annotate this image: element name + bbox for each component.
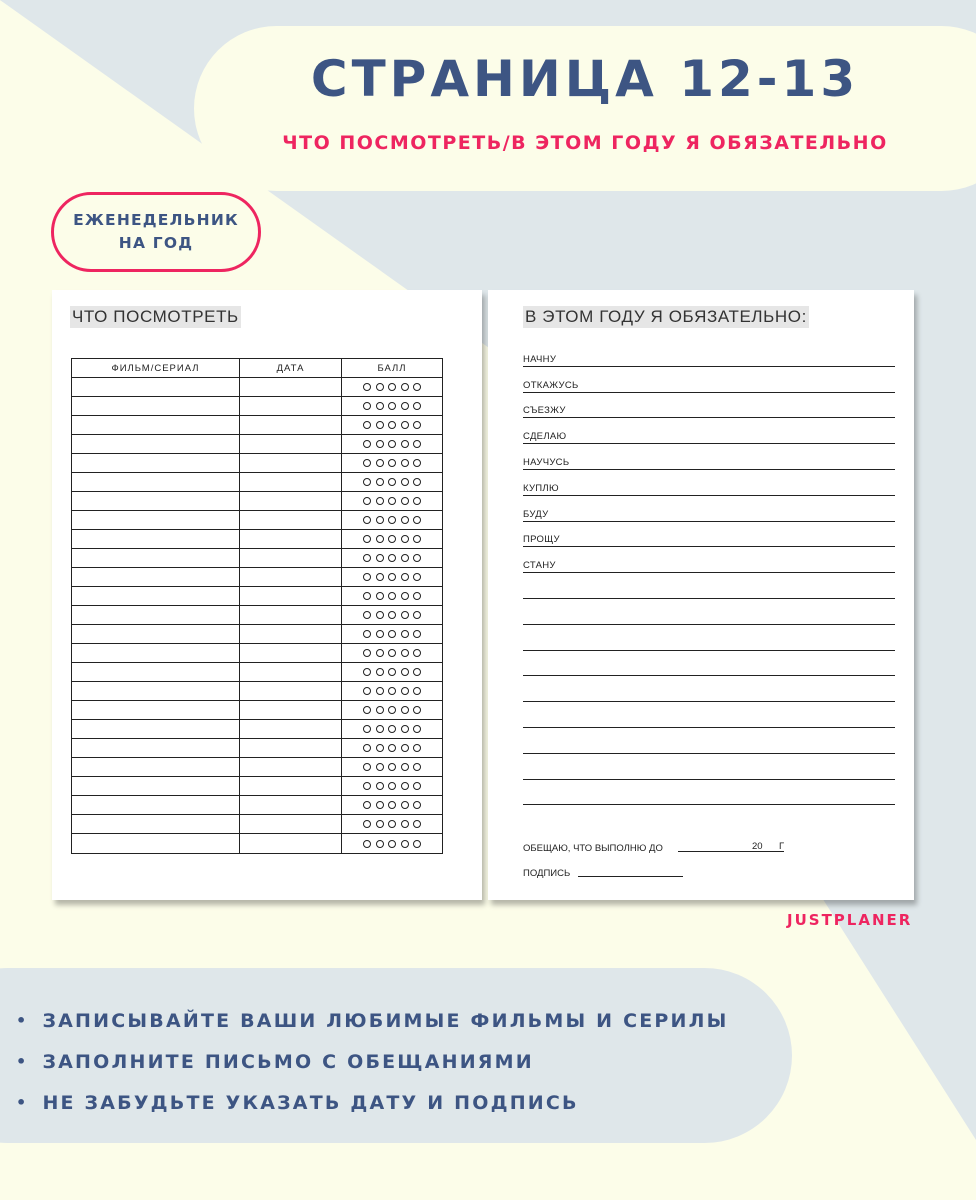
- title-cell[interactable]: [72, 378, 240, 396]
- resolution-label: ОТКАЖУСЬ: [523, 379, 579, 391]
- year-suffix: Г: [779, 841, 785, 852]
- table-row: [72, 473, 442, 492]
- table-row: [72, 701, 442, 720]
- score-cell: [342, 397, 442, 415]
- title-cell[interactable]: [72, 606, 240, 624]
- title-cell[interactable]: [72, 530, 240, 548]
- score-cell: [342, 720, 442, 738]
- title-cell[interactable]: [72, 511, 240, 529]
- instruction-text: ЗАПОЛНИТЕ ПИСЬМО С ОБЕЩАНИЯМИ: [42, 1050, 534, 1073]
- title-cell[interactable]: [72, 720, 240, 738]
- rating-circle-icon[interactable]: [376, 782, 384, 790]
- right-planner-page: [488, 290, 914, 900]
- date-cell[interactable]: [240, 815, 342, 833]
- rating-circle-icon[interactable]: [413, 440, 421, 448]
- table-row: [72, 606, 442, 625]
- rating-circle-icon[interactable]: [388, 440, 396, 448]
- score-cell: [342, 549, 442, 567]
- table-row: [72, 796, 442, 815]
- rating-circle-icon[interactable]: [376, 840, 384, 848]
- rating-circle-icon[interactable]: [363, 516, 371, 524]
- resolution-line[interactable]: [523, 418, 895, 444]
- rating-circle-icon[interactable]: [376, 440, 384, 448]
- title-cell[interactable]: [72, 568, 240, 586]
- blank-writing-line[interactable]: [523, 625, 895, 651]
- score-cell: [342, 530, 442, 548]
- score-cell: [342, 663, 442, 681]
- rating-circle-icon[interactable]: [363, 820, 371, 828]
- score-cell: [342, 682, 442, 700]
- date-cell[interactable]: [240, 435, 342, 453]
- date-cell[interactable]: [240, 701, 342, 719]
- instructions-list: [16, 1000, 729, 1123]
- signature-label: ПОДПИСЬ: [523, 868, 571, 879]
- date-cell[interactable]: [240, 549, 342, 567]
- rating-circle-icon[interactable]: [363, 421, 371, 429]
- resolution-label: ПРОЩУ: [523, 534, 560, 546]
- resolution-label: КУПЛЮ: [523, 482, 559, 494]
- planner-badge: [51, 192, 261, 272]
- rating-circle-icon[interactable]: [401, 649, 409, 657]
- rating-circle-icon[interactable]: [401, 820, 409, 828]
- title-cell[interactable]: [72, 739, 240, 757]
- rating-circle-icon[interactable]: [376, 744, 384, 752]
- rating-circle-icon[interactable]: [388, 630, 396, 638]
- table-row: [72, 397, 442, 416]
- resolution-label: СТАНУ: [523, 560, 556, 572]
- score-cell: [342, 739, 442, 757]
- rating-circle-icon[interactable]: [363, 573, 371, 581]
- rating-circle-icon[interactable]: [376, 554, 384, 562]
- rating-circle-icon[interactable]: [388, 782, 396, 790]
- rating-circle-icon[interactable]: [376, 459, 384, 467]
- rating-circle-icon[interactable]: [388, 763, 396, 771]
- rating-circle-icon[interactable]: [388, 402, 396, 410]
- resolution-line[interactable]: [523, 522, 895, 548]
- rating-circle-icon[interactable]: [376, 535, 384, 543]
- rating-circle-icon[interactable]: [413, 573, 421, 581]
- rating-circle-icon[interactable]: [363, 725, 371, 733]
- rating-circle-icon[interactable]: [401, 516, 409, 524]
- rating-circle-icon[interactable]: [413, 611, 421, 619]
- table-row: [72, 625, 442, 644]
- table-row: [72, 834, 442, 853]
- date-cell[interactable]: [240, 663, 342, 681]
- rating-circle-icon[interactable]: [363, 801, 371, 809]
- score-cell: [342, 587, 442, 605]
- rating-circle-icon[interactable]: [376, 668, 384, 676]
- table-row: [72, 644, 442, 663]
- rating-circle-icon[interactable]: [388, 421, 396, 429]
- rating-circle-icon[interactable]: [376, 630, 384, 638]
- blank-writing-line[interactable]: [523, 702, 895, 728]
- rating-circle-icon[interactable]: [388, 383, 396, 391]
- rating-circle-icon[interactable]: [363, 687, 371, 695]
- resolutions-heading: В ЭТОМ ГОДУ Я ОБЯЗАТЕЛЬНО:: [525, 307, 807, 326]
- score-cell: [342, 625, 442, 643]
- promise-date-line: [678, 851, 784, 852]
- score-cell: [342, 378, 442, 396]
- rating-circle-icon[interactable]: [363, 459, 371, 467]
- rating-circle-icon[interactable]: [401, 535, 409, 543]
- date-cell[interactable]: [240, 397, 342, 415]
- score-cell: [342, 454, 442, 472]
- rating-circle-icon[interactable]: [388, 459, 396, 467]
- rating-circle-icon[interactable]: [363, 706, 371, 714]
- rating-circle-icon[interactable]: [388, 744, 396, 752]
- score-cell: [342, 758, 442, 776]
- resolution-label: СЪЕЗЖУ: [523, 405, 566, 417]
- rating-circle-icon[interactable]: [413, 820, 421, 828]
- score-cell: [342, 435, 442, 453]
- title-cell[interactable]: [72, 549, 240, 567]
- rating-circle-icon[interactable]: [363, 782, 371, 790]
- rating-circle-icon[interactable]: [401, 840, 409, 848]
- rating-circle-icon[interactable]: [401, 725, 409, 733]
- rating-circle-icon[interactable]: [401, 459, 409, 467]
- rating-circle-icon[interactable]: [388, 801, 396, 809]
- page-title: СТРАНИЦА 12-13: [310, 50, 860, 108]
- blank-writing-line[interactable]: [523, 676, 895, 702]
- column-header-title: ФИЛЬМ/СЕРИАЛ: [72, 359, 240, 377]
- rating-circle-icon[interactable]: [401, 687, 409, 695]
- resolution-label: СДЕЛАЮ: [523, 431, 567, 443]
- table-row: [72, 758, 442, 777]
- table-row: [72, 587, 442, 606]
- title-cell[interactable]: [72, 397, 240, 415]
- title-cell[interactable]: [72, 834, 240, 853]
- table-row: [72, 720, 442, 739]
- rating-circle-icon[interactable]: [401, 402, 409, 410]
- table-row: [72, 739, 442, 758]
- date-cell[interactable]: [240, 378, 342, 396]
- rating-circle-icon[interactable]: [363, 592, 371, 600]
- rating-circle-icon[interactable]: [401, 801, 409, 809]
- blank-writing-line[interactable]: [523, 573, 895, 599]
- blank-writing-line[interactable]: [523, 754, 895, 780]
- instruction-item: • ЗАПИСЫВАЙТЕ ВАШИ ЛЮБИМЫЕ ФИЛЬМЫ И СЕРИЛЫ: [16, 1009, 729, 1032]
- title-cell[interactable]: [72, 587, 240, 605]
- score-cell: [342, 796, 442, 814]
- rating-circle-icon[interactable]: [401, 383, 409, 391]
- score-cell: [342, 473, 442, 491]
- instruction-item: • НЕ ЗАБУДЬТЕ УКАЗАТЬ ДАТУ И ПОДПИСЬ: [16, 1091, 579, 1114]
- rating-circle-icon[interactable]: [363, 497, 371, 505]
- score-cell: [342, 815, 442, 833]
- title-cell[interactable]: [72, 492, 240, 510]
- date-cell[interactable]: [240, 587, 342, 605]
- date-cell[interactable]: [240, 606, 342, 624]
- resolution-line[interactable]: [523, 444, 895, 470]
- rating-circle-icon[interactable]: [363, 535, 371, 543]
- score-cell: [342, 606, 442, 624]
- badge-line-1: ЕЖЕНЕДЕЛЬНИК: [73, 211, 239, 229]
- table-row: [72, 378, 442, 397]
- watch-list-heading: ЧТО ПОСМОТРЕТЬ: [72, 307, 239, 326]
- date-cell[interactable]: [240, 492, 342, 510]
- resolution-line[interactable]: [523, 470, 895, 496]
- rating-circle-icon[interactable]: [413, 516, 421, 524]
- resolution-line[interactable]: [523, 496, 895, 522]
- rating-circle-icon[interactable]: [363, 611, 371, 619]
- rating-circle-icon[interactable]: [376, 421, 384, 429]
- rating-circle-icon[interactable]: [376, 649, 384, 657]
- rating-circle-icon[interactable]: [413, 478, 421, 486]
- title-cell[interactable]: [72, 416, 240, 434]
- rating-circle-icon[interactable]: [401, 744, 409, 752]
- blank-writing-line[interactable]: [523, 728, 895, 754]
- table-row: [72, 663, 442, 682]
- rating-circle-icon[interactable]: [363, 840, 371, 848]
- score-cell: [342, 644, 442, 662]
- rating-circle-icon[interactable]: [363, 478, 371, 486]
- table-row: [72, 511, 442, 530]
- table-header-row: [72, 359, 442, 378]
- rating-circle-icon[interactable]: [363, 402, 371, 410]
- date-cell[interactable]: [240, 511, 342, 529]
- date-cell[interactable]: [240, 530, 342, 548]
- score-cell: [342, 511, 442, 529]
- rating-circle-icon[interactable]: [388, 649, 396, 657]
- rating-circle-icon[interactable]: [401, 478, 409, 486]
- rating-circle-icon[interactable]: [376, 497, 384, 505]
- title-cell[interactable]: [72, 663, 240, 681]
- instruction-text: ЗАПИСЫВАЙТЕ ВАШИ ЛЮБИМЫЕ ФИЛЬМЫ И СЕРИЛЫ: [42, 1009, 729, 1032]
- table-row: [72, 568, 442, 587]
- title-cell[interactable]: [72, 758, 240, 776]
- rating-circle-icon[interactable]: [388, 840, 396, 848]
- rating-circle-icon[interactable]: [376, 763, 384, 771]
- score-cell: [342, 777, 442, 795]
- rating-circle-icon[interactable]: [376, 706, 384, 714]
- rating-circle-icon[interactable]: [401, 763, 409, 771]
- date-cell[interactable]: [240, 739, 342, 757]
- resolution-label: БУДУ: [523, 508, 549, 520]
- rating-circle-icon[interactable]: [388, 592, 396, 600]
- rating-circle-icon[interactable]: [413, 554, 421, 562]
- rating-circle-icon[interactable]: [376, 516, 384, 524]
- date-cell[interactable]: [240, 454, 342, 472]
- table-row: [72, 815, 442, 834]
- rating-circle-icon[interactable]: [376, 611, 384, 619]
- rating-circle-icon[interactable]: [413, 840, 421, 848]
- resolution-line[interactable]: [523, 547, 895, 573]
- rating-circle-icon[interactable]: [413, 497, 421, 505]
- table-row: [72, 416, 442, 435]
- rating-circle-icon[interactable]: [363, 744, 371, 752]
- date-cell[interactable]: [240, 416, 342, 434]
- blank-writing-line[interactable]: [523, 651, 895, 677]
- instruction-item: • ЗАПОЛНИТЕ ПИСЬМО С ОБЕЩАНИЯМИ: [16, 1050, 534, 1073]
- date-cell[interactable]: [240, 644, 342, 662]
- rating-circle-icon[interactable]: [388, 687, 396, 695]
- left-planner-page: [52, 290, 482, 900]
- rating-circle-icon[interactable]: [388, 516, 396, 524]
- score-cell: [342, 568, 442, 586]
- rating-circle-icon[interactable]: [413, 402, 421, 410]
- title-cell[interactable]: [72, 701, 240, 719]
- resolution-line[interactable]: [523, 393, 895, 419]
- date-cell[interactable]: [240, 568, 342, 586]
- signature-line: [578, 876, 683, 877]
- rating-circle-icon[interactable]: [363, 554, 371, 562]
- table-row: [72, 682, 442, 701]
- instruction-text: НЕ ЗАБУДЬТЕ УКАЗАТЬ ДАТУ И ПОДПИСЬ: [42, 1091, 579, 1114]
- rating-circle-icon[interactable]: [413, 668, 421, 676]
- rating-circle-icon[interactable]: [363, 630, 371, 638]
- blank-writing-line[interactable]: [523, 780, 895, 806]
- rating-circle-icon[interactable]: [401, 573, 409, 581]
- rating-circle-icon[interactable]: [401, 421, 409, 429]
- date-cell[interactable]: [240, 834, 342, 853]
- table-row: [72, 530, 442, 549]
- date-cell[interactable]: [240, 625, 342, 643]
- rating-circle-icon[interactable]: [388, 478, 396, 486]
- rating-circle-icon[interactable]: [413, 459, 421, 467]
- rating-circle-icon[interactable]: [413, 801, 421, 809]
- rating-circle-icon[interactable]: [401, 668, 409, 676]
- resolution-label: НАУЧУСЬ: [523, 456, 570, 468]
- column-header-score: БАЛЛ: [377, 362, 407, 374]
- rating-circle-icon[interactable]: [376, 478, 384, 486]
- rating-circle-icon[interactable]: [376, 801, 384, 809]
- rating-circle-icon[interactable]: [376, 820, 384, 828]
- watch-list-table: [71, 358, 443, 854]
- rating-circle-icon[interactable]: [388, 573, 396, 581]
- rating-circle-icon[interactable]: [363, 383, 371, 391]
- rating-circle-icon[interactable]: [401, 706, 409, 714]
- title-cell[interactable]: [72, 796, 240, 814]
- year-prefix: 20: [752, 841, 763, 852]
- title-cell[interactable]: [72, 473, 240, 491]
- resolution-label: НАЧНУ: [523, 353, 557, 365]
- rating-circle-icon[interactable]: [388, 611, 396, 619]
- title-cell[interactable]: [72, 815, 240, 833]
- date-cell[interactable]: [240, 473, 342, 491]
- rating-circle-icon[interactable]: [413, 725, 421, 733]
- title-cell[interactable]: [72, 454, 240, 472]
- table-row: [72, 454, 442, 473]
- rating-circle-icon[interactable]: [388, 706, 396, 714]
- page-subtitle: ЧТО ПОСМОТРЕТЬ/В ЭТОМ ГОДУ Я ОБЯЗАТЕЛЬНО: [282, 132, 888, 154]
- rating-circle-icon[interactable]: [363, 763, 371, 771]
- date-cell[interactable]: [240, 777, 342, 795]
- rating-circle-icon[interactable]: [413, 649, 421, 657]
- rating-circle-icon[interactable]: [401, 440, 409, 448]
- rating-circle-icon[interactable]: [413, 383, 421, 391]
- rating-circle-icon[interactable]: [388, 535, 396, 543]
- score-cell: [342, 834, 442, 853]
- rating-circle-icon[interactable]: [401, 782, 409, 790]
- rating-circle-icon[interactable]: [376, 573, 384, 581]
- rating-circle-icon[interactable]: [388, 820, 396, 828]
- rating-circle-icon[interactable]: [376, 725, 384, 733]
- table-row: [72, 435, 442, 454]
- rating-circle-icon[interactable]: [413, 630, 421, 638]
- title-cell[interactable]: [72, 777, 240, 795]
- title-cell[interactable]: [72, 435, 240, 453]
- date-cell[interactable]: [240, 796, 342, 814]
- table-row: [72, 777, 442, 796]
- rating-circle-icon[interactable]: [413, 782, 421, 790]
- rating-circle-icon[interactable]: [401, 497, 409, 505]
- rating-circle-icon[interactable]: [413, 687, 421, 695]
- title-cell[interactable]: [72, 625, 240, 643]
- rating-circle-icon[interactable]: [401, 554, 409, 562]
- rating-circle-icon[interactable]: [413, 592, 421, 600]
- rating-circle-icon[interactable]: [401, 611, 409, 619]
- rating-circle-icon[interactable]: [413, 535, 421, 543]
- rating-circle-icon[interactable]: [401, 630, 409, 638]
- date-cell[interactable]: [240, 720, 342, 738]
- title-cell[interactable]: [72, 682, 240, 700]
- column-header-date: ДАТА: [240, 359, 342, 377]
- promise-label: ОБЕЩАЮ, ЧТО ВЫПОЛНЮ ДО: [523, 843, 663, 854]
- resolution-line[interactable]: [523, 367, 895, 393]
- rating-circle-icon[interactable]: [376, 383, 384, 391]
- table-row: [72, 549, 442, 568]
- table-row: [72, 492, 442, 511]
- rating-circle-icon[interactable]: [413, 421, 421, 429]
- score-cell: [342, 701, 442, 719]
- resolution-line[interactable]: [523, 341, 895, 367]
- score-cell: [342, 492, 442, 510]
- rating-circle-icon[interactable]: [413, 763, 421, 771]
- rating-circle-icon[interactable]: [376, 402, 384, 410]
- rating-circle-icon[interactable]: [388, 668, 396, 676]
- blank-writing-line[interactable]: [523, 599, 895, 625]
- date-cell[interactable]: [240, 758, 342, 776]
- rating-circle-icon[interactable]: [401, 592, 409, 600]
- brand-name: JUSTPLANER: [787, 911, 913, 929]
- badge-line-2: НА ГОД: [118, 234, 194, 252]
- score-cell: [342, 416, 442, 434]
- date-cell[interactable]: [240, 682, 342, 700]
- rating-circle-icon[interactable]: [363, 440, 371, 448]
- rating-circle-icon[interactable]: [413, 706, 421, 714]
- rating-circle-icon[interactable]: [363, 668, 371, 676]
- rating-circle-icon[interactable]: [388, 554, 396, 562]
- rating-circle-icon[interactable]: [363, 649, 371, 657]
- rating-circle-icon[interactable]: [388, 725, 396, 733]
- rating-circle-icon[interactable]: [376, 687, 384, 695]
- title-cell[interactable]: [72, 644, 240, 662]
- rating-circle-icon[interactable]: [388, 497, 396, 505]
- rating-circle-icon[interactable]: [376, 592, 384, 600]
- rating-circle-icon[interactable]: [413, 744, 421, 752]
